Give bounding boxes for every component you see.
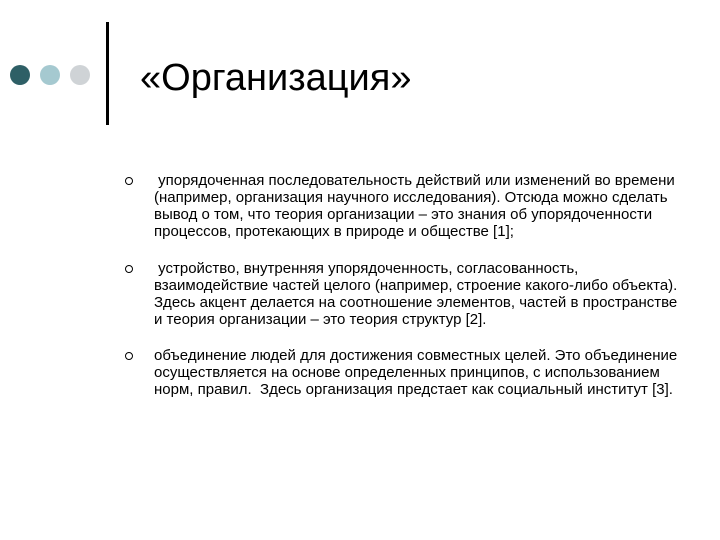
bullet-circle-icon (125, 177, 133, 185)
bullet-text: устройство, внутренняя упорядоченность, согласованность, взаимодействие частей целого (например, строение какого-либо объекта). Здесь акцент делается на соотношение элементов, частей в пространстве и теория организации – это теория структур [2]. (154, 260, 686, 328)
decorative-dot-light (40, 65, 60, 85)
decorative-dot-grey (70, 65, 90, 85)
title-divider-line (106, 22, 109, 125)
decorative-dot-dark (10, 65, 30, 85)
bullet-item (125, 347, 680, 398)
bullet-item (125, 172, 680, 240)
bullet-circle-icon (125, 352, 133, 360)
bullet-text: объединение людей для достижения совместных целей. Это объединение осуществляется на основе определенных принципов, с использованием норм, правил. Здесь организация предстает как социальный институт [3]. (154, 347, 682, 398)
bullet-list (125, 172, 686, 418)
bullet-circle-icon (125, 265, 133, 273)
slide-title: «Организация» (140, 57, 412, 99)
bullet-item (125, 260, 686, 328)
bullet-text: упорядоченная последовательность действий или изменений во времени (например, организация научного исследования). Отсюда можно сделать вывод о том, что теория организации – это знания об упорядоченности процессов, протекающих в природе и обществе [1]; (154, 172, 679, 240)
